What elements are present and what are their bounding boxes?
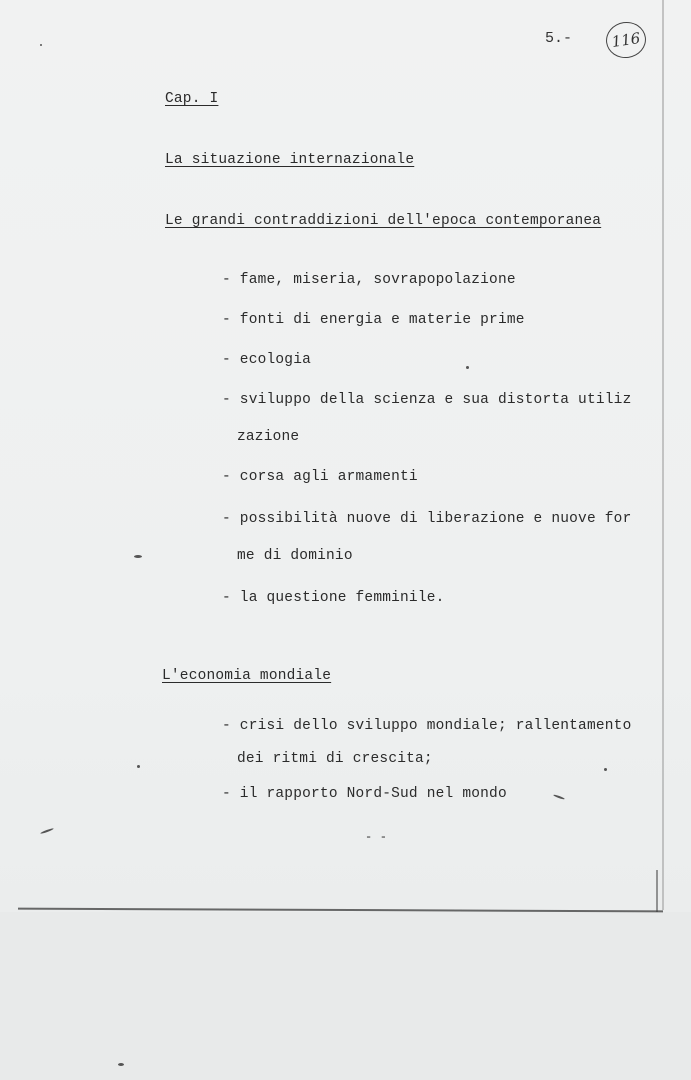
stamp-number: 116 [610,29,642,51]
list-item: - il rapporto Nord-Sud nel mondo [222,786,507,802]
scan-speck [134,555,142,558]
chapter-label: Cap. I [165,91,219,107]
scan-speck [40,44,42,46]
list-item: - corsa agli armamenti [222,469,418,485]
scan-speck [553,794,565,800]
subsection-title-economy: L'economia mondiale [162,668,332,684]
section-title: La situazione internazionale [165,152,415,168]
list-item-continuation: zazione [237,429,300,445]
list-item: - ecologia [222,352,312,368]
list-item: - sviluppo della scienza e sua distorta utiliz [222,392,632,408]
scan-speck [466,366,469,369]
archive-stamp [604,19,649,60]
scan-speck [40,828,54,835]
list-item-continuation: dei ritmi di crescita; [237,751,433,767]
scan-speck [118,1063,124,1066]
list-item: - fonti di energia e materie prime [222,312,525,328]
subsection-title-contradictions: Le grandi contraddizioni dell'epoca contemporanea [165,213,602,229]
background-sheet-area [0,912,691,1080]
footer-mark: - - [365,830,388,844]
list-item: - possibilità nuove di liberazione e nuove for [222,511,632,527]
list-item: - crisi dello sviluppo mondiale; rallentamento [222,718,632,734]
list-item: - fame, miseria, sovrapopolazione [222,272,516,288]
scan-speck [137,765,140,768]
sheet-right-edge [662,0,664,910]
scan-speck [604,768,607,771]
page-number: 5.- [545,30,573,47]
list-item: - la questione femminile. [222,590,445,606]
list-item-continuation: me di dominio [237,548,353,564]
